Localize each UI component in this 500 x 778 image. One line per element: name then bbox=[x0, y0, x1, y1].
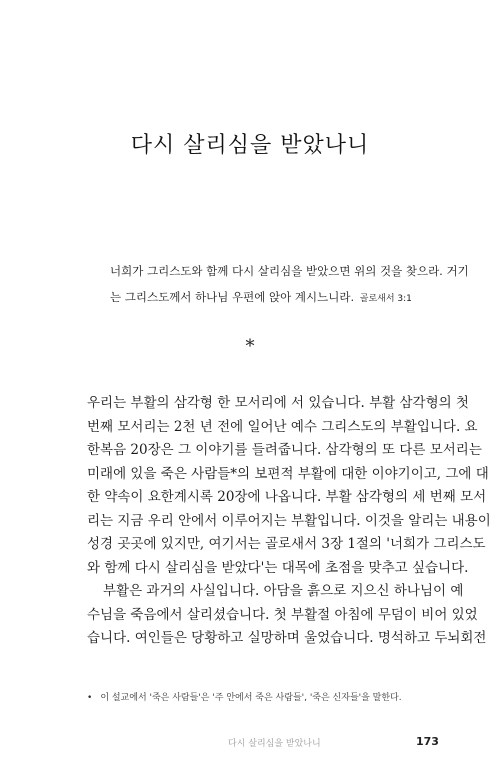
epigraph bbox=[110, 258, 469, 312]
body-line: 리는 지금 우리 안에서 이루어지는 부활입니다. 이것을 알리는 내용이 bbox=[87, 512, 491, 529]
page-number: 173 bbox=[416, 735, 439, 748]
section-separator: * bbox=[245, 336, 255, 357]
footnote-bullet: • bbox=[87, 693, 93, 703]
body-line: 성경 곳곳에 있지만, 여기서는 골로새서 3장 1절의 '너희가 그리스도 bbox=[87, 536, 486, 552]
epigraph-reference: 골로새서 3:1 bbox=[359, 294, 412, 304]
footnote-text: 이 설교에서 '죽은 사람들'은 '주 안에서 죽은 사람들', '죽은 신자들'을 말한다. bbox=[100, 693, 402, 703]
body-line: 번째 모서리는 2천 년 전에 일어난 예수 그리스도의 부활입니다. 요 bbox=[87, 418, 478, 435]
epigraph-line-2-text: 는 그리스도께서 하나님 우편에 앉아 계시느니라. bbox=[110, 290, 355, 304]
body-line: 습니다. 여인들은 당황하고 실망하며 울었습니다. 명석하고 두뇌회전 bbox=[87, 630, 487, 646]
body-line: 수님을 죽음에서 살리셨습니다. 첫 부활절 아침에 무덤이 비어 있었 bbox=[87, 606, 478, 623]
footnote bbox=[87, 690, 467, 703]
running-head: 다시 살리심을 받았나니 bbox=[228, 739, 321, 749]
body-text bbox=[87, 392, 491, 651]
epigraph-line-1: 너희가 그리스도와 함께 다시 살리심을 받았으면 위의 것을 찾으라. 거기 bbox=[110, 264, 469, 278]
page-footer bbox=[0, 736, 500, 750]
body-line: 한 약속이 요한계시록 20장에 나옵니다. 부활 삼각형의 세 번째 모서 bbox=[87, 489, 487, 505]
body-line: 한복음 20장은 그 이야기를 들려줍니다. 삼각형의 또 다른 모서리는 bbox=[87, 442, 482, 458]
epigraph-line-2 bbox=[110, 284, 460, 312]
body-line: 와 함께 다시 살리심을 받았다'는 대목에 초점을 맞추고 싶습니다. bbox=[87, 559, 469, 576]
body-line: 미래에 있을 죽은 사람들*의 보편적 부활에 대한 이야기이고, 그에 대 bbox=[87, 465, 489, 482]
chapter-title: 다시 살리심을 받았나니 bbox=[130, 133, 370, 158]
body-line: 우리는 부활의 삼각형 한 모서리에 서 있습니다. 부활 삼각형의 첫 bbox=[87, 395, 469, 411]
body-line: 부활은 과거의 사실입니다. 아담을 흙으로 지으신 하나님이 예 bbox=[103, 583, 464, 599]
